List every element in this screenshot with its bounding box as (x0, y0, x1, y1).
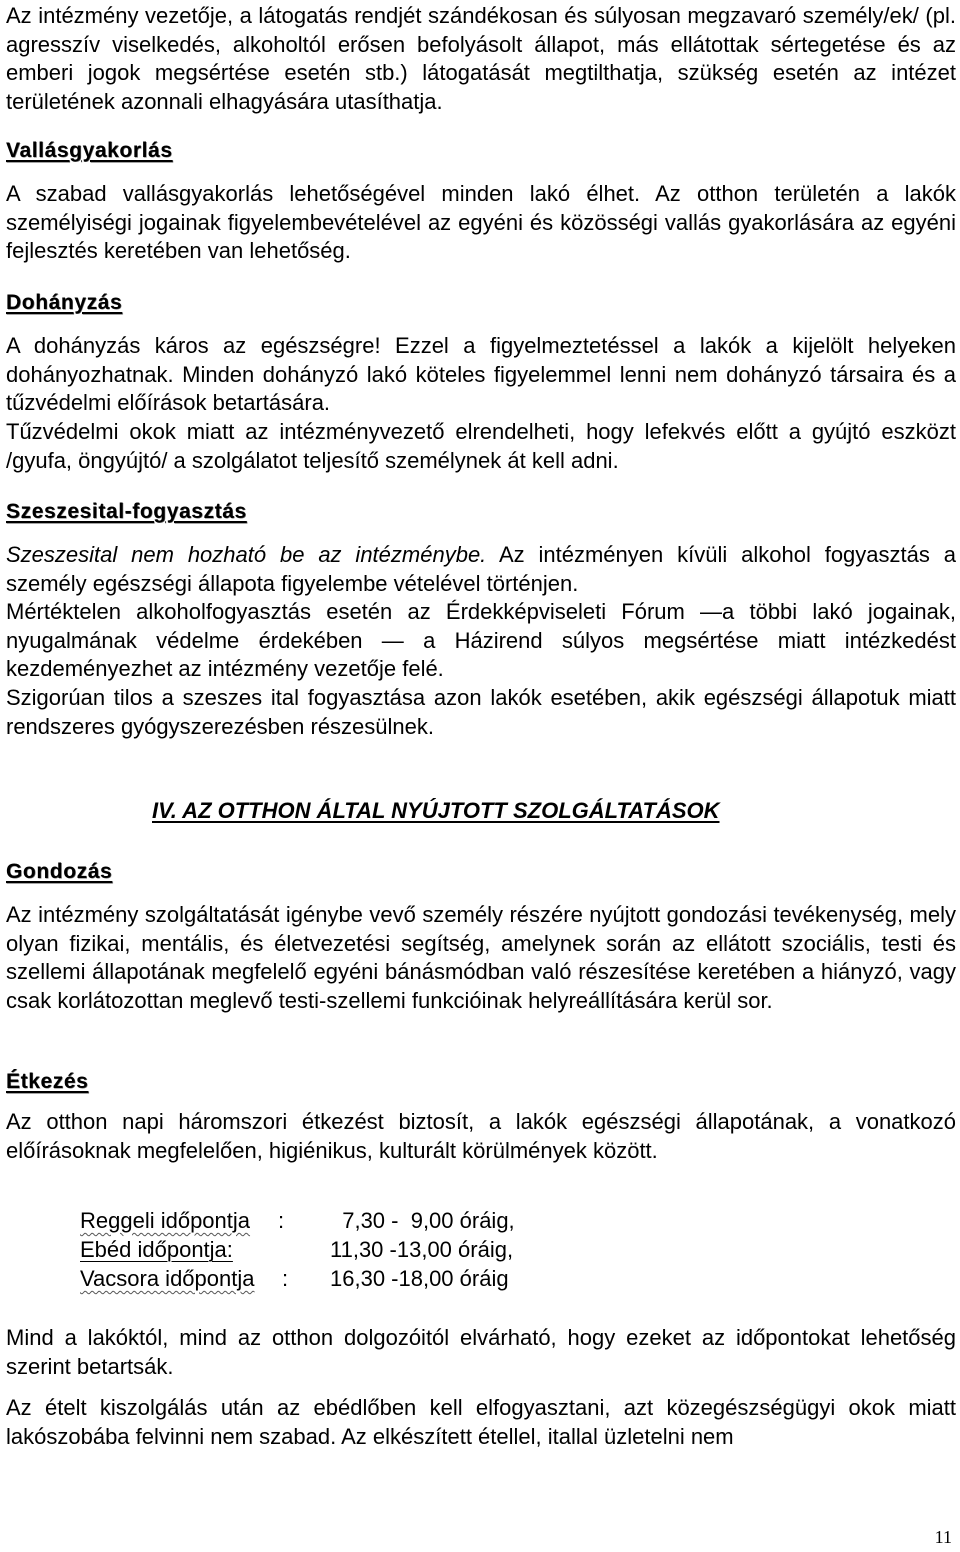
meal-time-row-lunch (80, 1236, 600, 1266)
meals-expectation-paragraph: Mind a lakóktól, mind az otthon dolgozóitól elvárható, hogy ezeket az időpontokat lehetőség szerint betartsák. (6, 1325, 956, 1379)
meal-time-row-dinner (80, 1265, 600, 1295)
meal-time: 16,30 -18,00 óráig (330, 1266, 509, 1291)
meal-colon: : (282, 1266, 289, 1291)
heading-religion: Vallásgyakorlás (6, 139, 173, 162)
meal-time: 7,30 - 9,00 óráig, (330, 1208, 515, 1233)
heading-alcohol: Szeszesital-fogyasztás (6, 500, 247, 523)
meal-colon: : (278, 1208, 285, 1233)
alcohol-paragraph-2: Mértéktelen alkoholfogyasztás esetén az Érdekképviseleti Fórum —a többi lakó jogainak, nyugalmának védelme érdekében — a Házirend súlyos megsértése miatt intézkedést kezdeményezhet az intézmény vezetője felé. (6, 599, 956, 682)
alcohol-paragraph-1 (6, 541, 956, 598)
meals-serving-paragraph: Az ételt kiszolgálás után az ebédlőben kell elfogyasztani, azt közegészségügyi okok miatt lakószobába felvinni nem szabad. Az elkészített étellel, itallal üzletelni nem (6, 1395, 956, 1449)
heading-smoking: Dohányzás (6, 291, 123, 314)
heading-meals: Étkezés (6, 1070, 89, 1093)
meal-label: Vacsora időpontja (80, 1266, 255, 1291)
smoking-paragraph-1: A dohányzás káros az egészségre! Ezzel a figyelmeztetéssel a lakók a kijelölt helyeken dohányozhatnak. Minden dohányzó lakó köteles figyelemmel lenni nem dohányzó társaira és a tűzvédelmi előírások betartására. (6, 333, 956, 416)
alcohol-paragraph-3: Szigorúan tilos a szeszes ital fogyasztása azon lakók esetében, akik egészségi állapotuk miatt rendszeres gyógyszerezésben részesülnek. (6, 685, 956, 739)
alcohol-paragraph-1-rest: Az intézményen kívüli alkohol fogyasztás a személy egészségi állapota figyelembe vételével történjen. (6, 542, 956, 596)
smoking-paragraph-2: Tűzvédelmi okok miatt az intézményvezető elrendelheti, hogy lefekvés előtt a gyújtó eszközt /gyufa, öngyújtó/ a szolgálatot teljesítő személynek át kell adni. (6, 419, 956, 473)
intro-paragraph: Az intézmény vezetője, a látogatás rendjét szándékosan és súlyosan megzavaró személy/ek/ (pl. agresszív viselkedés, alkoholtól erősen befolyásolt állapot, más ellátottak sértegetése és az emberi jogok megsértése esetén stb.) látogatását megtilthatja, szükség esetén az intézet területének azonnali elhagyására utasíthatja. (6, 3, 956, 114)
meal-time: 11,30 -13,00 óráig, (330, 1237, 514, 1262)
care-paragraph: Az intézmény szolgáltatását igénybe vevő személy részére nyújtott gondozási tevékenység, mely olyan fizikai, mentális, és életvezetési segítség, amelynek során az ellátott szociális, testi és szellemi állapotának megfelelő egyéni bánásmódban való részesítése keretében a hiányzó, vagy csak korlátozottan meglevő testi-szellemi funkcióinak helyreállítására kerül sor. (6, 902, 956, 1013)
page-number: 11 (934, 1527, 952, 1547)
heading-care: Gondozás (6, 860, 113, 883)
chapter-title: IV. AZ OTTHON ÁLTAL NYÚJTOTT SZOLGÁLTATÁSOK (152, 798, 720, 823)
meal-label: Reggeli időpontja (80, 1208, 251, 1233)
religion-paragraph: A szabad vallásgyakorlás lehetőségével minden lakó élhet. Az otthon területén a lakók személyiségi jogainak figyelembevételével az egyéni és közösségi vallás gyakorlására az egyéni fejlesztés keretében van lehetőség. (6, 181, 956, 264)
meals-paragraph: Az otthon napi háromszori étkezést biztosít, a lakók egészségi állapotának, a vonatkozó előírásoknak megfelelően, higiénikus, kulturált körülmények között. (6, 1109, 956, 1163)
meal-label: Ebéd időpontja: (80, 1237, 233, 1262)
meal-time-row-breakfast (80, 1207, 600, 1237)
alcohol-warning-italic: Szeszesital nem hozható be az intézménybe. (6, 542, 487, 567)
